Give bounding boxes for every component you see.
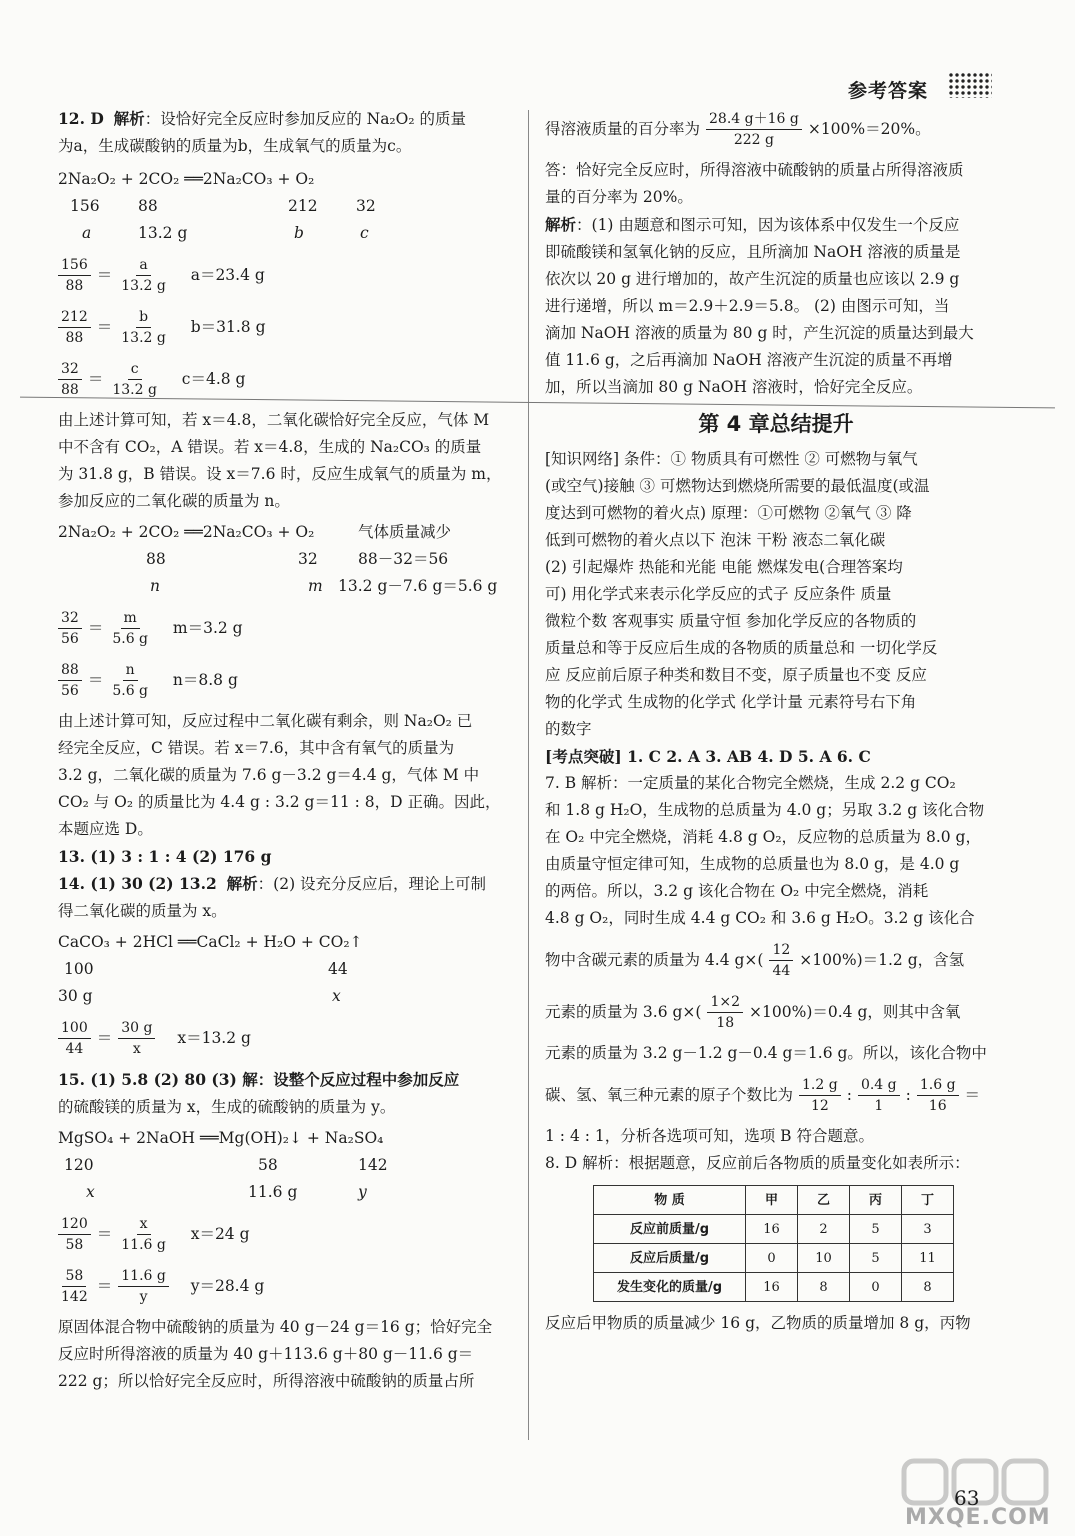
analysis-tag: 解析	[113, 109, 145, 128]
text-line: 答：恰好完全反应时，所得溶液中硫酸钠的质量占所得溶液质	[545, 161, 964, 179]
eq-value: c	[360, 224, 369, 242]
text-line: 由质量守恒定律可知，生成物的总质量也为 8.0 g，是 4.0 g	[545, 855, 960, 873]
knowledge-line: 应 反应前后原子种类和数目不变，原子质量也不变 反应	[545, 666, 927, 684]
result: y＝28.4 g	[190, 1276, 265, 1295]
text-line: 量的百分率为 20%。	[545, 188, 693, 206]
table-cell: 反应前质量/g	[594, 1215, 746, 1244]
eq-value: a	[82, 224, 92, 242]
fraction-numerator: 0.4 g	[858, 1075, 900, 1096]
fraction-denominator: 56	[61, 630, 79, 647]
table-header: 乙	[798, 1186, 850, 1215]
table-row	[594, 1273, 954, 1302]
equation-part: 气体质量减少	[358, 523, 452, 541]
fraction-numerator: m	[121, 608, 140, 629]
fraction-denominator: 5.6 g	[112, 630, 149, 647]
text-line: 依次以 20 g 进行增加的，故产生沉淀的质量也应该以 2.9 g	[545, 270, 960, 288]
eq-value: 212	[288, 197, 318, 215]
knowledge-line: 物的化学式 生成物的化学式 化学计量 元素符号右下角	[545, 693, 917, 711]
result: n＝8.8 g	[172, 670, 238, 689]
fraction-denominator: 13.2 g	[121, 277, 166, 294]
fraction-equation	[545, 936, 1007, 984]
table-cell: 3	[902, 1215, 954, 1244]
text-line: 滴加 NaOH 溶液的质量为 80 g 时，产生沉淀的质量达到最大	[545, 324, 974, 342]
q12-label: 12. D	[58, 109, 104, 128]
knowledge-line: 低到可燃物的着火点以下 泡沫 干粉 液态二氧化碳	[545, 531, 886, 549]
fraction-denominator: 13.2 g	[112, 381, 157, 398]
text-line: ×100%＝20%。	[807, 119, 931, 138]
analysis-tag: 解析	[545, 215, 577, 234]
fraction-denominator: 222 g	[733, 131, 774, 148]
eq-value: 58	[258, 1156, 278, 1174]
eq-value: 30 g	[58, 987, 93, 1005]
table-cell: 反应后质量/g	[594, 1244, 746, 1273]
table-row	[594, 1244, 954, 1273]
equation-part: ══2Na₂CO₃ + O₂	[184, 170, 315, 188]
text-line: 222 g；所以恰好完全反应时，所得溶液中硫酸钠的质量占所	[58, 1372, 475, 1390]
fraction-denominator: 44	[65, 1040, 84, 1057]
knowledge-line: [知识网络] 条件：① 物质具有可燃性 ② 可燃物与氧气	[545, 450, 918, 468]
fraction-denominator: 11.6 g	[121, 1236, 166, 1253]
eq-value: 32	[298, 550, 318, 568]
eq-value: 32	[356, 197, 376, 215]
fraction-numerator: x	[137, 1214, 151, 1235]
fraction-numerator: 1.2 g	[799, 1075, 841, 1096]
fraction-numerator: 58	[62, 1266, 86, 1287]
exam-points-answers: [考点突破] 1. C 2. A 3. AB 4. D 5. A 6. C	[545, 747, 871, 766]
table-cell: 0	[746, 1244, 798, 1273]
right-column	[545, 105, 1007, 1337]
table-cell: 10	[798, 1244, 850, 1273]
fraction-numerator: 32	[58, 359, 82, 380]
fraction-denominator: 44	[772, 962, 791, 979]
eq-value: 13.2 g	[138, 224, 188, 242]
fraction-equation: $\frac{32}{88}$ ＝ $\frac{c}{13.2 g}$ c＝4.8 g	[58, 355, 520, 403]
fraction-numerator: 32	[58, 608, 82, 629]
text-line: 得二氧化碳的质量为 x。	[58, 902, 227, 920]
eq-value: 156	[70, 197, 100, 215]
text-line: 元素的质量为 3.6 g×(	[545, 1002, 702, 1021]
text-line: 7. B 解析：一定质量的某化合物完全燃烧，生成 2.2 g CO₂	[545, 774, 956, 792]
text-line: 由上述计算可知，反应过程中二氧化碳有剩余，则 Na₂O₂ 已	[58, 712, 473, 730]
eq-value: y	[358, 1183, 367, 1201]
text-line: 8. D 解析：根据题意，反应前后各物质的质量变化如表所示：	[545, 1154, 970, 1172]
table-cell: 5	[850, 1215, 902, 1244]
fraction-denominator: y	[139, 1288, 148, 1305]
text-line: 原固体混合物中硫酸钠的质量为 40 g－24 g＝16 g；恰好完全	[58, 1318, 493, 1336]
column-divider	[528, 110, 529, 1440]
knowledge-line: 可) 用化学式来表示化学反应的式子 反应条件 质量	[545, 585, 892, 603]
text-line: 物中含碳元素的质量为 4.4 g×(	[545, 950, 764, 969]
q14-answer: 14. (1) 30 (2) 13.2	[58, 874, 217, 893]
eq-value: n	[150, 577, 160, 595]
fraction-numerator: 12	[769, 940, 793, 961]
fraction-denominator: 58	[65, 1236, 84, 1253]
text-line: 设恰好完全反应时参加反应的 Na₂O₂ 的质量	[160, 110, 466, 128]
left-column: 12. D 解析：设恰好完全反应时参加反应的 Na₂O₂ 的质量 为a，生成碳酸钠的质量为b，生成氧气的质量为c。 2Na₂O₂ + 2CO₂ ══2Na₂CO₃ + O₂ 156 88 212 32 a 13.2 g b c $\frac{156}{88}$ ＝ $\frac{a}{13.2 g}$ a＝23.4 g $\frac{212}{88}$ ＝ $\frac{b}{13.2 g}$ b＝31.8 g $\frac{32}{88}$ ＝ $\frac{c}{13.2 g}$ c＝4.8 g 由上述计算可知，若 x＝4.8，二氧化碳恰好完全反应，气体 M 中不含有 CO₂，A 错误。若 x＝4.8，生成的 Na₂CO₃ 的质量 为 31.8 g，B 错误。设 x＝7.6 时，反应生成氧气的质量为 m， 参加反应的二氧化碳的质量为 n。 2Na₂O₂ + 2CO₂ ══2Na₂CO₃ + O₂ 气体质量减少 88 32 88－32＝56 n m 13.2 g－7.6 g＝5.6 g $\frac{32}{56}$ ＝ $\frac{m}{5.6 g}$ m＝3.2 g $\frac{88}{56}$ ＝ $\frac{n}{5.6 g}$ n＝8.8 g 由上述计算可知，反应过程中二氧化碳有剩余，则 Na₂O₂ 已 经完全反应，C 错误。若 x＝7.6，其中含有氧气的质量为 3.2 g，二氧化碳的质量为 7.6 g－3.2 g＝4.4 g，气体 M 中 CO₂ 与 O₂ 的质量比为 4.4 g : 3.2 g＝11 : 8，D 正确。因此， 本题应选 D。 13. (1) 3 : 1 : 4 (2) 176 g 14. (1) 30 (2) 13.2 解析：(2) 设充分反应后，理论上可制 得二氧化碳的质量为 x。 CaCO₃ + 2HCl ══CaCl₂ + H₂O + CO₂↑ 100 44 30 g x $\frac{100}{44}$ ＝ $\frac{30 g}{x}$ x＝13.2 g 15. (1) 5.8 (2) 80 (3) 解：设整个反应过程中参加反应 的硫酸镁的质量为 x，生成的硫酸钠的质量为 y。 MgSO₄ + 2NaOH ══Mg(OH)₂↓ + Na₂SO₄ 120 58 142 x 11.6 g y $\frac{120}{58}$ ＝ $\frac{x}{11.6 g}$ x＝24 g $\frac{58}{142}$ ＝ $\frac{11.6 g}{y}$ y＝28.4 g 原固体混合物中硫酸钠的质量为 40 g－24 g＝16 g；恰好完全 反应时所得溶液的质量为 40 g＋113.6 g＋80 g－11.6 g＝ 222 g；所以恰好完全反应时，所得溶液中硫酸钠的质量占所	[58, 105, 520, 1395]
fraction-denominator: 88	[65, 329, 84, 346]
table-cell: 2	[798, 1215, 850, 1244]
equation-part: 2Na₂O₂ + 2CO₂ ══2Na₂CO₃ + O₂	[58, 523, 315, 541]
text-line: 中不含有 CO₂，A 错误。若 x＝4.8，生成的 Na₂CO₃ 的质量	[58, 438, 482, 456]
eq-value: 100	[64, 960, 94, 978]
fraction-denominator: 18	[716, 1014, 735, 1031]
text-line: 进行递增，所以 m＝2.9＋2.9＝5.8。 (2) 由图示可知，当	[545, 297, 950, 315]
fraction-denominator: 88	[61, 381, 79, 398]
eq-value: 88	[138, 197, 158, 215]
eq-value: 142	[358, 1156, 388, 1174]
text-line: 加，所以当滴加 80 g NaOH 溶液时，恰好完全反应。	[545, 378, 923, 396]
table-cell: 0	[850, 1273, 902, 1302]
eq-value: b	[294, 224, 304, 242]
table-header: 物 质	[594, 1186, 746, 1215]
fraction-equation: $\frac{32}{56}$ ＝ $\frac{m}{5.6 g}$ m＝3.2 g	[58, 604, 520, 652]
table-cell: 16	[746, 1273, 798, 1302]
text-line: 在 O₂ 中完全燃烧，消耗 4.8 g O₂，反应物的总质量为 8.0 g，	[545, 828, 981, 846]
fraction-equation: $\frac{88}{56}$ ＝ $\frac{n}{5.6 g}$ n＝8.8 g	[58, 656, 520, 704]
chapter-summary-title: 第 4 章总结提升	[698, 412, 854, 436]
fraction-numerator: 88	[58, 660, 82, 681]
table-cell: 8	[798, 1273, 850, 1302]
equation: CaCO₃ + 2HCl ══CaCl₂ + H₂O + CO₂↑	[58, 933, 363, 951]
fraction-denominator: 88	[65, 277, 84, 294]
eq-value: 11.6 g	[248, 1183, 298, 1201]
fraction-denominator: 5.6 g	[112, 682, 149, 699]
eq-value: m	[308, 577, 323, 595]
eq-value: 120	[64, 1156, 94, 1174]
fraction-numerator: 11.6 g	[118, 1266, 169, 1287]
knowledge-line: (2) 引起爆炸 热能和光能 电能 燃煤发电(合理答案均	[545, 558, 903, 576]
fraction-numerator: 1×2	[707, 992, 743, 1013]
analysis-tag: 解析	[226, 874, 258, 893]
text-line: ：(1) 由题意和图示可知，因为该体系中仅发生一个反应	[576, 216, 960, 234]
table-cell: 11	[902, 1244, 954, 1273]
page-number: 63	[954, 1486, 980, 1510]
fraction-equation: $\frac{120}{58}$ ＝ $\frac{x}{11.6 g}$ x＝24 g	[58, 1210, 520, 1258]
eq-value: 13.2 g－7.6 g＝5.6 g	[338, 577, 498, 595]
fraction-equation: $\frac{58}{142}$ ＝ $\frac{11.6 g}{y}$ y＝28.4 g	[58, 1262, 520, 1310]
text-line: 1 : 4 : 1，分析各选项可知，选项 B 符合题意。	[545, 1127, 874, 1145]
fraction-denominator: 56	[61, 682, 79, 699]
fraction-equation: $\frac{212}{88}$ ＝ $\frac{b}{13.2 g}$ b＝31.8 g	[58, 303, 520, 351]
text-line: 的硫酸镁的质量为 x，生成的硫酸钠的质量为 y。	[58, 1098, 396, 1116]
text-line: 本题应选 D。	[58, 820, 153, 838]
fraction-numerator: 100	[58, 1018, 91, 1039]
text-line: 为a，生成碳酸钠的质量为b，生成氧气的质量为c。	[58, 137, 412, 155]
knowledge-line: 质量总和等于反应后生成的各物质的质量总和 一切化学反	[545, 639, 938, 657]
result: x＝13.2 g	[177, 1028, 251, 1047]
equation: MgSO₄ + 2NaOH ══Mg(OH)₂↓ + Na₂SO₄	[58, 1129, 384, 1147]
eq-value: x	[332, 987, 341, 1005]
text-line: 参加反应的二氧化碳的质量为 n。	[58, 492, 290, 510]
fraction-numerator: 28.4 g＋16 g	[706, 109, 802, 130]
table-cell: 发生变化的质量/g	[594, 1273, 746, 1302]
text-line: 由上述计算可知，若 x＝4.8，二氧化碳恰好完全反应，气体 M	[58, 411, 490, 429]
table-cell: 8	[902, 1273, 954, 1302]
text-line: CO₂ 与 O₂ 的质量比为 4.4 g : 3.2 g＝11 : 8，D 正确。因此，	[58, 793, 501, 811]
result: a＝23.4 g	[190, 265, 265, 284]
text-line: 的两倍。所以，3.2 g 该化合物在 O₂ 中完全燃烧，消耗	[545, 882, 929, 900]
text-line: 值 11.6 g，之后再滴加 NaOH 溶液产生沉淀的质量不再增	[545, 351, 953, 369]
table-cell: 5	[850, 1244, 902, 1273]
knowledge-line: 度达到可燃物的着火点) 原理：①可燃物 ②氧气 ③ 降	[545, 504, 912, 522]
text-line: 反应时所得溶液的质量为 40 g＋113.6 g＋80 g－11.6 g＝	[58, 1345, 474, 1363]
text-line: 元素的质量为 3.2 g－1.2 g－0.4 g＝1.6 g。所以，该化合物中	[545, 1044, 987, 1062]
text-line: 3.2 g，二氧化碳的质量为 7.6 g－3.2 g＝4.4 g，气体 M 中	[58, 766, 480, 784]
result: c＝4.8 g	[181, 369, 246, 388]
text-line: 4.8 g O₂，同时生成 4.4 g CO₂ 和 3.6 g H₂O。3.2 g 该化合	[545, 909, 975, 927]
fraction-numerator: 156	[58, 255, 91, 276]
text-line: 和 1.8 g H₂O，生成物的总质量为 4.0 g；另取 3.2 g 该化合物	[545, 801, 985, 819]
fraction-numerator: 30 g	[118, 1018, 155, 1039]
knowledge-line: 微粒个数 客观事实 质量守恒 参加化学反应的各物质的	[545, 612, 917, 630]
equation-part: 2Na₂O₂ + 2CO₂	[58, 170, 180, 188]
fraction-denominator: 12	[810, 1097, 829, 1114]
fraction-numerator: b	[136, 307, 151, 328]
fraction-numerator: 120	[58, 1214, 91, 1235]
watermark-url: MXQE.COM	[905, 1505, 1051, 1530]
text-line: 碳、氢、氧三种元素的原子个数比为	[545, 1085, 794, 1104]
table-header: 丙	[850, 1186, 902, 1215]
fraction-equation	[545, 105, 1007, 153]
fraction-equation: $\frac{156}{88}$ ＝ $\frac{a}{13.2 g}$ a＝23.4 g	[58, 251, 520, 299]
fraction-numerator: 1.6 g	[917, 1075, 959, 1096]
result: b＝31.8 g	[190, 317, 266, 336]
fraction-numerator: n	[123, 660, 138, 681]
text-line: ×100%)＝0.4 g，则其中含氧	[749, 1002, 961, 1021]
fraction-numerator: c	[128, 359, 142, 380]
table-header: 丁	[902, 1186, 954, 1215]
eq-value: 88	[146, 550, 166, 568]
fraction-denominator: 13.2 g	[121, 329, 166, 346]
fraction-denominator: 1	[874, 1097, 884, 1114]
eq-value: x	[86, 1183, 95, 1201]
table-header-row	[594, 1186, 954, 1215]
text-line: 为 31.8 g，B 错误。设 x＝7.6 时，反应生成氧气的质量为 m，	[58, 465, 502, 483]
result: m＝3.2 g	[172, 618, 243, 637]
knowledge-line: (或空气)接触 ③ 可燃物达到燃烧所需要的最低温度(或温	[545, 477, 930, 495]
eq-value: 88－32＝56	[358, 550, 449, 568]
result: x＝24 g	[190, 1224, 250, 1243]
fraction-numerator: a	[136, 255, 150, 276]
mass-change-table	[593, 1185, 954, 1302]
fraction-equation: 碳、氢、氧三种元素的原子个数比为 $\frac{1.2 g}{12}$ : $\frac{0.4 g}{1}$ : $\frac{1.6 g}{16}$ ＝	[545, 1076, 981, 1114]
text-line: ＝	[964, 1085, 981, 1104]
text-line: (2) 设充分反应后，理论上可制	[273, 875, 487, 893]
text-line: ×100%)＝1.2 g，含氢	[799, 950, 965, 969]
fraction-equation	[545, 988, 1007, 1036]
text-line: 经完全反应，C 错误。若 x＝7.6，其中含有氧气的质量为	[58, 739, 455, 757]
text-line: 得溶液质量的百分率为	[545, 119, 701, 138]
fraction-denominator: 142	[61, 1288, 88, 1305]
fraction-numerator: 212	[58, 307, 91, 328]
knowledge-line: 的数字	[545, 720, 592, 738]
table-header: 甲	[746, 1186, 798, 1215]
fraction-denominator: x	[132, 1040, 141, 1057]
q13-answer: 13. (1) 3 : 1 : 4 (2) 176 g	[58, 847, 272, 866]
q15-answer: 15. (1) 5.8 (2) 80 (3) 解：设整个反应过程中参加反应	[58, 1070, 460, 1089]
text-line: 即硫酸镁和氢氧化钠的反应，且所滴加 NaOH 溶液的质量是	[545, 243, 961, 261]
table-cell: 16	[746, 1215, 798, 1244]
text-line: 反应后甲物质的质量减少 16 g，乙物质的质量增加 8 g，丙物	[545, 1314, 971, 1332]
section-header: 参考答案	[848, 80, 929, 102]
fraction-equation: $\frac{100}{44}$ ＝ $\frac{30 g}{x}$ x＝13.2 g	[58, 1014, 520, 1062]
fraction-denominator: 16	[928, 1097, 947, 1114]
table-row	[594, 1215, 954, 1244]
decorative-dots	[948, 72, 992, 98]
eq-value: 44	[328, 960, 348, 978]
